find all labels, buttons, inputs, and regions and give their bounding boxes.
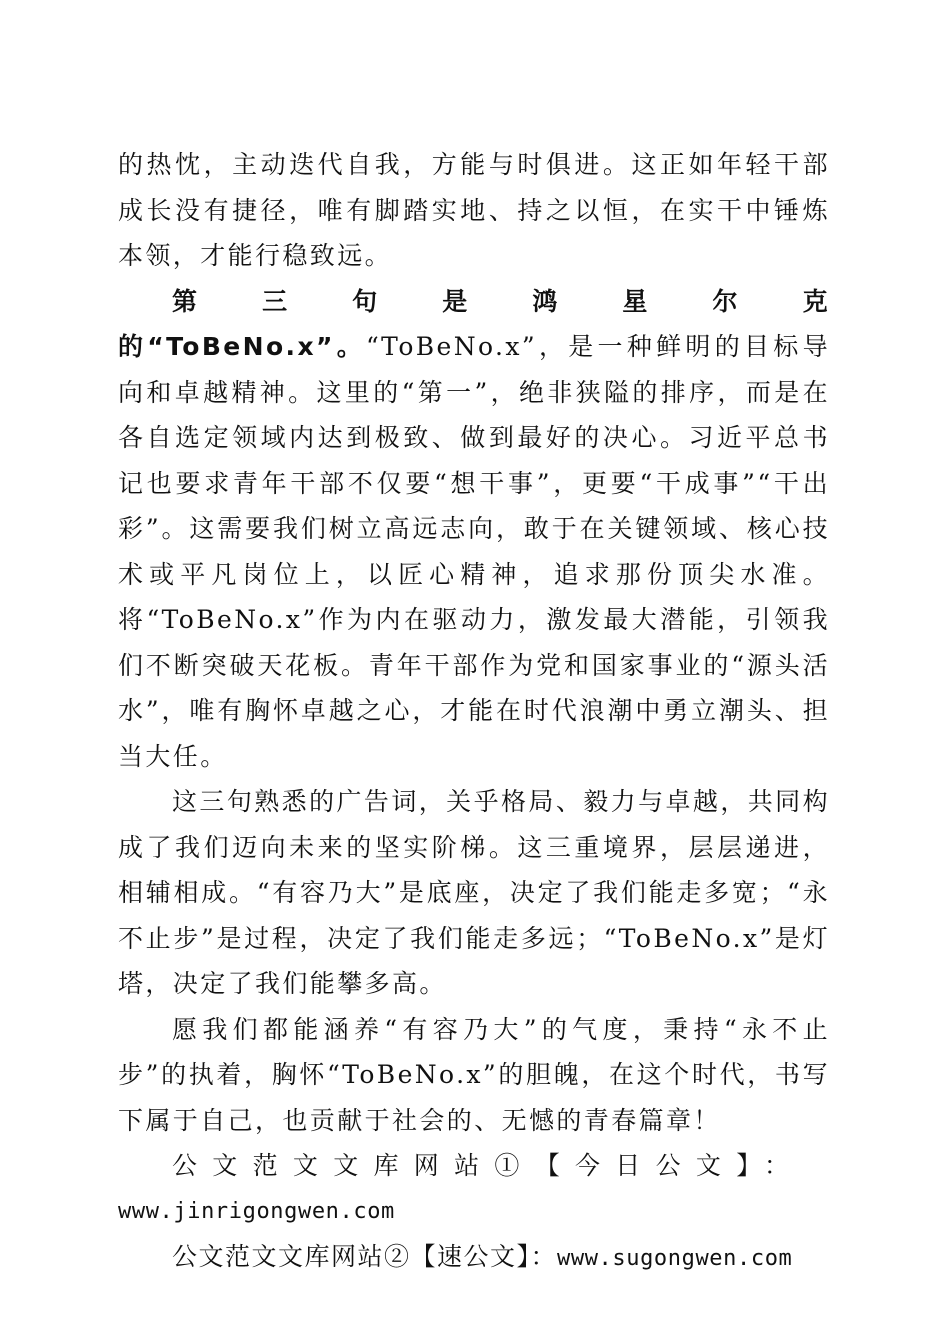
paragraph-text: 愿我们都能涵养“有容乃大”的气度，秉持“永不止步”的执着，胸怀“ToBeNo.x”的胆魄，在这个时代，书写下属于自己，也贡献于社会的、无憾的青春篇章！: [118, 1014, 830, 1135]
paragraph-summary: [118, 779, 830, 1007]
paragraph-text: 这三句熟悉的广告词，关乎格局、毅力与卓越，共同构成了我们迈向未来的坚实阶梯。这三重境界，层层递进，相辅相成。“有容乃大”是底座，决定了我们能走多宽；“永不止步”是过程，决定了我们能走多远；“ToBeNo.x”是灯塔，决定了我们能攀多高。: [118, 787, 830, 998]
document-page: [118, 142, 830, 1282]
footer-site-2-url[interactable]: www.sugongwen.com: [557, 1246, 793, 1271]
footer-site-1-label: 公文范文文库网站①【今日公文】：: [172, 1151, 805, 1180]
footer-site-1: [118, 1143, 830, 1234]
paragraph-continuation: [118, 142, 830, 279]
footer-site-1-url[interactable]: www.jinrigongwen.com: [118, 1198, 395, 1224]
paragraph-lead-sentence: 第三句是鸿星尔克的“ToBeNo.x”。: [118, 286, 830, 361]
footer-site-2-label: 公文范文文库网站②【速公文】：: [172, 1242, 558, 1271]
paragraph-third-slogan: [118, 279, 830, 780]
paragraph-text: “ToBeNo.x”，是一种鲜明的目标导向和卓越精神。这里的“第一”，绝非狭隘的排序，而是在各自选定领域内达到极致、做到最好的决心。习近平总书记也要求青年干部不仅要“想干事”，更要“干成事”“干出彩”。这需要我们树立高远志向，敢于在关键领域、核心技术或平凡岗位上，以匠心精神，追求那份顶尖水准。将“ToBeNo.x”作为内在驱动力，激发最大潜能，引领我们不断突破天花板。青年干部作为党和国家事业的“源头活水”，唯有胸怀卓越之心，才能在时代浪潮中勇立潮头、担当大任。: [118, 332, 831, 771]
paragraph-text: 的热忱，主动迭代自我，方能与时俱进。这正如年轻干部成长没有捷径，唯有脚踏实地、持之以恒，在实干中锤炼本领，才能行稳致远。: [118, 150, 830, 270]
footer-site-2: [118, 1234, 830, 1282]
paragraph-closing: [118, 1007, 830, 1144]
